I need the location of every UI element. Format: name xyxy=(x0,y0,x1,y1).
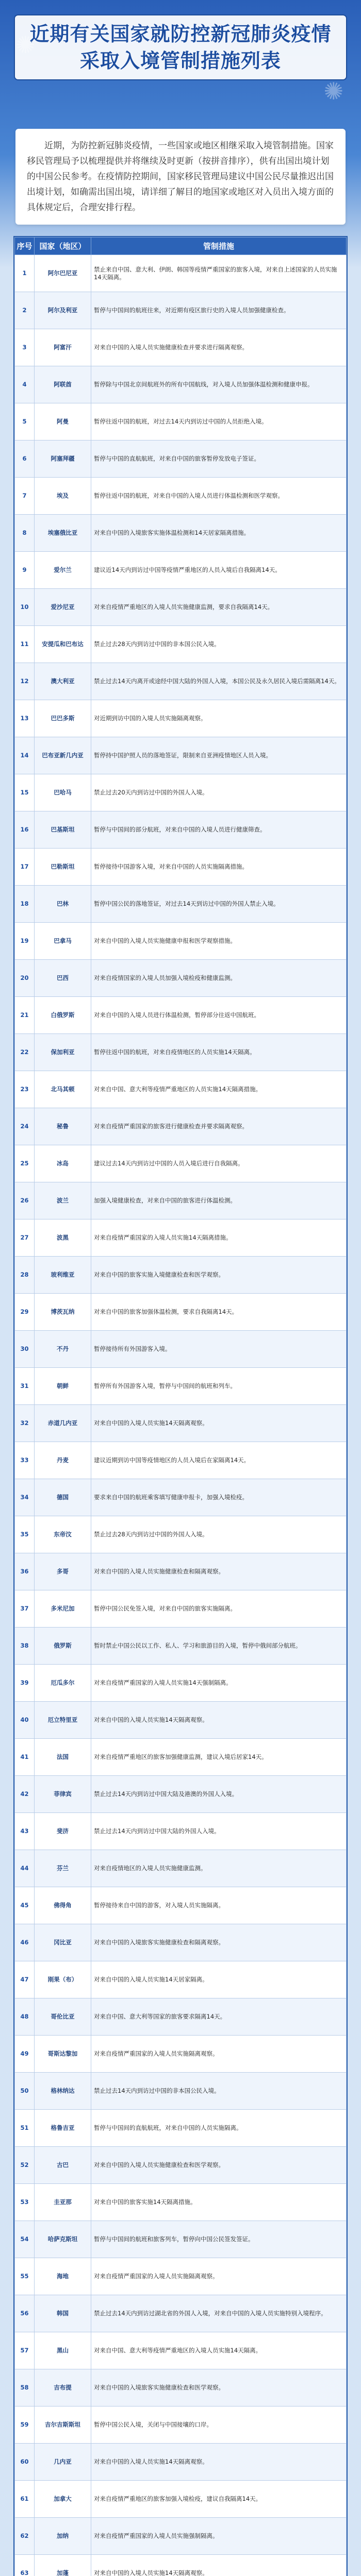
row-country: 哥伦比亚 xyxy=(35,1998,91,2036)
row-country: 加蓬 xyxy=(35,2555,91,2576)
row-number: 22 xyxy=(15,1034,35,1071)
row-number: 35 xyxy=(15,1516,35,1553)
table-row xyxy=(15,1702,347,1739)
measures-table-wrapper xyxy=(13,236,348,2576)
row-country: 多米尼加 xyxy=(35,1590,91,1628)
row-number: 11 xyxy=(15,626,35,663)
row-country: 吉尔吉斯斯坦 xyxy=(35,2406,91,2444)
table-row xyxy=(15,1034,347,1071)
row-country: 加拿大 xyxy=(35,2481,91,2518)
row-country: 博茨瓦纳 xyxy=(35,1294,91,1331)
row-number: 58 xyxy=(15,2369,35,2406)
table-row xyxy=(15,366,347,403)
row-country: 安提瓜和巴布达 xyxy=(35,626,91,663)
row-measure: 建议近14天内到访过中国等疫情严重地区的人员入境后自我隔离14天。 xyxy=(91,552,347,589)
row-country: 东帝汶 xyxy=(35,1516,91,1553)
table-row xyxy=(15,329,347,366)
table-row xyxy=(15,1924,347,1961)
table-row xyxy=(15,1628,347,1665)
row-number: 59 xyxy=(15,2406,35,2444)
row-number: 46 xyxy=(15,1924,35,1961)
title-box xyxy=(14,14,347,80)
row-measure: 暂停中国公民的落地签证，对过去14天到访过中国的外国人禁止入境。 xyxy=(91,886,347,923)
row-measure: 要求来自中国的航班乘客填写健康申报卡，加强入境检疫。 xyxy=(91,1479,347,1516)
row-number: 32 xyxy=(15,1405,35,1442)
header-no: 序号 xyxy=(15,238,35,255)
table-row xyxy=(15,1405,347,1442)
row-measure: 暂停与中国的直航航班，对来自中国的旅客暂停发放电子签证。 xyxy=(91,440,347,478)
row-country: 北马其顿 xyxy=(35,1071,91,1108)
row-country: 爱尔兰 xyxy=(35,552,91,589)
row-number: 34 xyxy=(15,1479,35,1516)
row-measure: 对来自中国的旅客加强体温检测，要求自我隔离14天。 xyxy=(91,1294,347,1331)
table-row xyxy=(15,1961,347,1998)
table-row xyxy=(15,515,347,552)
row-country: 埃塞俄比亚 xyxy=(35,515,91,552)
table-row xyxy=(15,1071,347,1108)
row-measure: 对来自中国的入境人员实施健康检查和医学观察。 xyxy=(91,2147,347,2184)
row-number: 23 xyxy=(15,1071,35,1108)
table-body xyxy=(15,255,347,2576)
row-number: 48 xyxy=(15,1998,35,2036)
row-number: 6 xyxy=(15,440,35,478)
table-row xyxy=(15,923,347,960)
row-country: 赤道几内亚 xyxy=(35,1405,91,1442)
row-measure: 暂停接待所有外国游客入境。 xyxy=(91,1331,347,1368)
row-country: 阿富汗 xyxy=(35,329,91,366)
row-measure: 禁止过去20天内到访过中国的外国人入境。 xyxy=(91,774,347,811)
row-country: 巴巴多斯 xyxy=(35,700,91,737)
row-measure: 对来自中国的入境人员实施14天隔离观察。 xyxy=(91,2555,347,2576)
row-number: 9 xyxy=(15,552,35,589)
row-country: 厄瓜多尔 xyxy=(35,1665,91,1702)
row-number: 55 xyxy=(15,2258,35,2295)
row-number: 17 xyxy=(15,849,35,886)
table-row xyxy=(15,1257,347,1294)
row-country: 秘鲁 xyxy=(35,1108,91,1145)
table-row xyxy=(15,2036,347,2073)
table-row xyxy=(15,1516,347,1553)
row-measure: 暂停接待中国游客入境，对来自中国的人员实施隔离措施。 xyxy=(91,849,347,886)
row-number: 49 xyxy=(15,2036,35,2073)
row-measure: 暂停接待来自中国的游客，对入境人员实施隔离。 xyxy=(91,1887,347,1924)
row-country: 阿曼 xyxy=(35,403,91,440)
row-number: 20 xyxy=(15,960,35,997)
table-row xyxy=(15,1182,347,1219)
row-country: 阿尔及利亚 xyxy=(35,292,91,329)
row-measure: 加强入境健康检查，对来自中国的旅客进行体温检测。 xyxy=(91,1182,347,1219)
table-row xyxy=(15,2258,347,2295)
row-measure: 对来自疫情地区的入境人员实施健康监测。 xyxy=(91,1850,347,1887)
table-row xyxy=(15,2481,347,2518)
row-measure: 对来自疫情严重国家的入境人员实施强制隔离。 xyxy=(91,2518,347,2555)
row-number: 30 xyxy=(15,1331,35,1368)
row-country: 埃及 xyxy=(35,478,91,515)
table-row xyxy=(15,663,347,700)
row-number: 15 xyxy=(15,774,35,811)
table-row xyxy=(15,737,347,774)
row-number: 57 xyxy=(15,2332,35,2369)
row-measure: 暂停所有外国游客入境，暂停与中国间的航班和列车。 xyxy=(91,1368,347,1405)
row-measure: 对来自疫情严重地区的入境人员实施健康监测，要求自我隔离14天。 xyxy=(91,589,347,626)
row-country: 加纳 xyxy=(35,2518,91,2555)
header xyxy=(0,0,361,129)
row-number: 45 xyxy=(15,1887,35,1924)
row-country: 巴基斯坦 xyxy=(35,811,91,849)
table-row xyxy=(15,2221,347,2258)
row-country: 保加利亚 xyxy=(35,1034,91,1071)
row-country: 巴勒斯坦 xyxy=(35,849,91,886)
table-row xyxy=(15,2110,347,2147)
row-country: 波黑 xyxy=(35,1219,91,1257)
row-measure: 禁止过去14天内离开或途经中国大陆的外国人入境，本国公民及永久居民入境后需隔离14天。 xyxy=(91,663,347,700)
table-row xyxy=(15,811,347,849)
table-row xyxy=(15,2444,347,2481)
row-measure: 对来自中国、意大利等疫情严重地区的人员实施14天隔离措施。 xyxy=(91,1071,347,1108)
table-row xyxy=(15,1590,347,1628)
row-measure: 对来自疫情严重国家的入境人员实施14天隔离措施。 xyxy=(91,1219,347,1257)
row-measure: 对来自中国的入境旅客实施健康检查和医学观察。 xyxy=(91,2369,347,2406)
row-measure: 对来自疫情严重国家的入境人员实施隔离观察。 xyxy=(91,2258,347,2295)
row-country: 厄立特里亚 xyxy=(35,1702,91,1739)
row-number: 50 xyxy=(15,2073,35,2110)
row-measure: 建议过去14天内到访过中国的人员入境后进行自我隔离。 xyxy=(91,1145,347,1182)
row-measure: 暂停除与中国北京间航班外的所有中国航线，对入境人员加强体温检测和健康申报。 xyxy=(91,366,347,403)
row-number: 47 xyxy=(15,1961,35,1998)
row-country: 阿联酋 xyxy=(35,366,91,403)
row-country: 法国 xyxy=(35,1739,91,1776)
table-row xyxy=(15,849,347,886)
row-country: 巴西 xyxy=(35,960,91,997)
table-row xyxy=(15,997,347,1034)
row-measure: 对来自中国的旅客实施14天隔离措施。 xyxy=(91,2184,347,2221)
row-country: 哈萨克斯坦 xyxy=(35,2221,91,2258)
table-row xyxy=(15,1850,347,1887)
row-number: 8 xyxy=(15,515,35,552)
table-row xyxy=(15,626,347,663)
row-country: 吉布提 xyxy=(35,2369,91,2406)
measures-table xyxy=(14,237,347,2576)
table-header-row xyxy=(15,238,347,255)
row-country: 巴布亚新几内亚 xyxy=(35,737,91,774)
row-country: 澳大利亚 xyxy=(35,663,91,700)
row-measure: 对来自中国的入境旅客实施健康检查和隔离观察。 xyxy=(91,1924,347,1961)
row-number: 52 xyxy=(15,2147,35,2184)
row-number: 26 xyxy=(15,1182,35,1219)
row-number: 61 xyxy=(15,2481,35,2518)
row-number: 4 xyxy=(15,366,35,403)
row-measure: 对来自中国的入境人员实施14天隔离观察。 xyxy=(91,1405,347,1442)
row-measure: 禁止过去28天内到访过中国的非本国公民入境。 xyxy=(91,626,347,663)
table-row xyxy=(15,1294,347,1331)
table-row xyxy=(15,1739,347,1776)
row-number: 53 xyxy=(15,2184,35,2221)
row-number: 7 xyxy=(15,478,35,515)
row-number: 41 xyxy=(15,1739,35,1776)
table-row xyxy=(15,552,347,589)
row-measure: 暂停往返中国的航班，对过去14天内到访过中国的人员拒绝入境。 xyxy=(91,403,347,440)
row-country: 刚果（布） xyxy=(35,1961,91,1998)
row-measure: 对来自疫情严重国家的入境人员实施隔离观察。 xyxy=(91,2036,347,2073)
row-country: 波兰 xyxy=(35,1182,91,1219)
row-measure: 对来自疫情国家的入境人员加强入境检疫和健康监测。 xyxy=(91,960,347,997)
row-country: 朝鲜 xyxy=(35,1368,91,1405)
row-measure: 建议近期到访中国等疫情地区的人员入境后在家隔离14天。 xyxy=(91,1442,347,1479)
row-country: 格鲁吉亚 xyxy=(35,2110,91,2147)
table-row xyxy=(15,2073,347,2110)
row-measure: 禁止过去14天内到访过中国大陆及港澳的外国人入境。 xyxy=(91,1776,347,1813)
row-number: 42 xyxy=(15,1776,35,1813)
row-measure: 对来自中国的旅客实施入境健康检查和医学观察。 xyxy=(91,1257,347,1294)
row-number: 31 xyxy=(15,1368,35,1405)
table-row xyxy=(15,292,347,329)
row-country: 俄罗斯 xyxy=(35,1628,91,1665)
row-measure: 对来自中国的入境人员实施14天隔离观察。 xyxy=(91,2444,347,2481)
row-number: 10 xyxy=(15,589,35,626)
row-number: 51 xyxy=(15,2110,35,2147)
row-number: 3 xyxy=(15,329,35,366)
table-row xyxy=(15,2369,347,2406)
row-number: 25 xyxy=(15,1145,35,1182)
row-measure: 暂停与中国间的直航航班，对来自中国的人员实施隔离。 xyxy=(91,2110,347,2147)
table-row xyxy=(15,774,347,811)
row-measure: 对来自中国、意大利等疫情严重地区的入境人员实施14天隔离。 xyxy=(91,2332,347,2369)
intro-paragraph: 近期，为防控新冠肺炎疫情，一些国家或地区相继采取入境管制措施。国家移民管理局予以梳理提供并将继续及时更新（按拼音排序），供有出国出境计划的中国公民参考。在疫情防控期间，国家移民管理局建议中国公民尽量推迟出国出境计划，如确需出国出境，请详细了解目的地国家或地区对入员出入境方面的具体规定后，合理安排行程。 xyxy=(15,129,346,225)
row-measure: 禁止过去14天内到访过中国大陆的外国人入境。 xyxy=(91,1813,347,1850)
table-row xyxy=(15,2518,347,2555)
table-row xyxy=(15,478,347,515)
row-measure: 对来自中国的入境人员实施健康检查并要求进行隔离观察。 xyxy=(91,329,347,366)
row-country: 冰岛 xyxy=(35,1145,91,1182)
row-country: 几内亚 xyxy=(35,2444,91,2481)
row-country: 古巴 xyxy=(35,2147,91,2184)
table-row xyxy=(15,1368,347,1405)
table-row xyxy=(15,1219,347,1257)
header-country: 国家（地区） xyxy=(35,238,91,255)
row-measure: 暂停与中国间的航班和旅客列车，暂停向中国公民签发签证。 xyxy=(91,2221,347,2258)
row-number: 5 xyxy=(15,403,35,440)
row-number: 16 xyxy=(15,811,35,849)
header-measure: 管制措施 xyxy=(91,238,347,255)
table-row xyxy=(15,2295,347,2332)
row-measure: 暂停往返中国的航班，对来自中国的入境人员进行体温检测和医学观察。 xyxy=(91,478,347,515)
row-number: 40 xyxy=(15,1702,35,1739)
row-number: 43 xyxy=(15,1813,35,1850)
row-country: 巴林 xyxy=(35,886,91,923)
row-country: 玻利维亚 xyxy=(35,1257,91,1294)
table-row xyxy=(15,886,347,923)
row-measure: 暂停中国公民免签入境，对来自中国的旅客实施隔离。 xyxy=(91,1590,347,1628)
row-country: 芬兰 xyxy=(35,1850,91,1887)
row-number: 13 xyxy=(15,700,35,737)
row-number: 18 xyxy=(15,886,35,923)
virus-icon-left: ✺ xyxy=(15,31,36,59)
row-number: 21 xyxy=(15,997,35,1034)
row-measure: 对来自中国的入境人员实施健康申报和医学观察措施。 xyxy=(91,923,347,960)
row-country: 白俄罗斯 xyxy=(35,997,91,1034)
table-row xyxy=(15,1813,347,1850)
row-number: 19 xyxy=(15,923,35,960)
row-country: 黑山 xyxy=(35,2332,91,2369)
table-row xyxy=(15,1331,347,1368)
title-line-1: 近期有关国家就防控新冠肺炎疫情 xyxy=(29,23,332,45)
row-number: 24 xyxy=(15,1108,35,1145)
row-number: 28 xyxy=(15,1257,35,1294)
table-row xyxy=(15,440,347,478)
row-country: 阿塞拜疆 xyxy=(35,440,91,478)
row-number: 29 xyxy=(15,1294,35,1331)
row-country: 丹麦 xyxy=(35,1442,91,1479)
row-measure: 对来自疫情严重地区的旅客加强健康监测，建议入境后居家14天。 xyxy=(91,1739,347,1776)
row-measure: 暂停往返中国的航班，对来自疫情地区的人员实施14天隔离。 xyxy=(91,1034,347,1071)
row-country: 多哥 xyxy=(35,1553,91,1590)
row-number: 38 xyxy=(15,1628,35,1665)
table-row xyxy=(15,700,347,737)
row-number: 36 xyxy=(15,1553,35,1590)
row-measure: 对来自中国的入境人员进行体温检测，暂停部分往返中国航班。 xyxy=(91,997,347,1034)
table-row xyxy=(15,403,347,440)
table-row xyxy=(15,2184,347,2221)
table-row xyxy=(15,960,347,997)
row-country: 佛得角 xyxy=(35,1887,91,1924)
row-country: 韩国 xyxy=(35,2295,91,2332)
table-row xyxy=(15,1887,347,1924)
row-number: 27 xyxy=(15,1219,35,1257)
row-country: 海地 xyxy=(35,2258,91,2295)
row-number: 12 xyxy=(15,663,35,700)
row-number: 60 xyxy=(15,2444,35,2481)
table-row xyxy=(15,1108,347,1145)
table-row xyxy=(15,1665,347,1702)
row-number: 14 xyxy=(15,737,35,774)
row-number: 39 xyxy=(15,1665,35,1702)
row-measure: 暂停中国公民入境，关闭与中国接壤的口岸。 xyxy=(91,2406,347,2444)
row-country: 圭亚那 xyxy=(35,2184,91,2221)
row-country: 斐济 xyxy=(35,1813,91,1850)
table-row xyxy=(15,2555,347,2576)
row-number: 54 xyxy=(15,2221,35,2258)
row-measure: 禁止过去14天内到访过中国的非本国公民入境。 xyxy=(91,2073,347,2110)
row-country: 德国 xyxy=(35,1479,91,1516)
row-country: 不丹 xyxy=(35,1331,91,1368)
row-measure: 对来自中国的入境人员实施14天居家隔离。 xyxy=(91,1961,347,1998)
row-measure: 对来自中国、意大利等国家的旅客要求隔离14天。 xyxy=(91,1998,347,2036)
row-country: 冈比亚 xyxy=(35,1924,91,1961)
row-number: 33 xyxy=(15,1442,35,1479)
row-country: 哥斯达黎加 xyxy=(35,2036,91,2073)
row-measure: 暂停与中国间的航班往来，对近期有疫区旅行史的入境人员加强健康检查。 xyxy=(91,292,347,329)
title-line-2: 采取入境管制措施列表 xyxy=(79,49,281,72)
row-number: 1 xyxy=(15,255,35,292)
table-row xyxy=(15,1442,347,1479)
row-country: 爱沙尼亚 xyxy=(35,589,91,626)
row-measure: 对来自中国的入境人员实施14天隔离观察。 xyxy=(91,1702,347,1739)
row-measure: 暂时禁止中国公民以工作、私人、学习和旅游目的入境，暂停中俄间部分航班。 xyxy=(91,1628,347,1665)
row-number: 2 xyxy=(15,292,35,329)
row-country: 菲律宾 xyxy=(35,1776,91,1813)
virus-icon-right: ✺ xyxy=(323,77,343,105)
table-row xyxy=(15,1479,347,1516)
row-country: 阿尔巴尼亚 xyxy=(35,255,91,292)
row-measure: 对来自疫情严重国家的旅客进行健康检查并要求隔离观察。 xyxy=(91,1108,347,1145)
row-measure: 对来自疫情严重国家的入境人员实施14天强制隔离。 xyxy=(91,1665,347,1702)
row-measure: 禁止来自中国、意大利、伊朗、韩国等疫情严重国家的旅客入境，对来自上述国家的人员实施14天隔离。 xyxy=(91,255,347,292)
row-measure: 对来自中国的入境旅客实施体温检测和14天居家隔离措施。 xyxy=(91,515,347,552)
table-row xyxy=(15,1776,347,1813)
row-measure: 禁止过去28天内到访过中国的外国人入境。 xyxy=(91,1516,347,1553)
row-measure: 禁止过去14天内到访过湖北省的外国人入境，对来自中国的入境人员实施特别入境程序。 xyxy=(91,2295,347,2332)
row-number: 62 xyxy=(15,2518,35,2555)
row-country: 巴拿马 xyxy=(35,923,91,960)
row-number: 44 xyxy=(15,1850,35,1887)
table-row xyxy=(15,2406,347,2444)
row-number: 63 xyxy=(15,2555,35,2576)
table-row xyxy=(15,1998,347,2036)
row-measure: 对近期到访中国的入境人员实施隔离观察。 xyxy=(91,700,347,737)
row-measure: 暂停持中国护照人员的落地签证，限制来自亚洲疫情地区人员入境。 xyxy=(91,737,347,774)
table-row xyxy=(15,1553,347,1590)
table-row xyxy=(15,1145,347,1182)
row-country: 格林纳达 xyxy=(35,2073,91,2110)
row-measure: 暂停与中国间的部分航班，对来自中国的入境人员进行健康筛查。 xyxy=(91,811,347,849)
table-row xyxy=(15,2332,347,2369)
row-measure: 对来自中国的入境人员实施健康检查和隔离观察。 xyxy=(91,1553,347,1590)
row-number: 56 xyxy=(15,2295,35,2332)
table-row xyxy=(15,2147,347,2184)
table-row xyxy=(15,255,347,292)
table-row xyxy=(15,589,347,626)
row-country: 巴哈马 xyxy=(35,774,91,811)
row-number: 37 xyxy=(15,1590,35,1628)
row-measure: 对来自疫情严重地区的旅客加强入境检疫，建议自我隔离14天。 xyxy=(91,2481,347,2518)
